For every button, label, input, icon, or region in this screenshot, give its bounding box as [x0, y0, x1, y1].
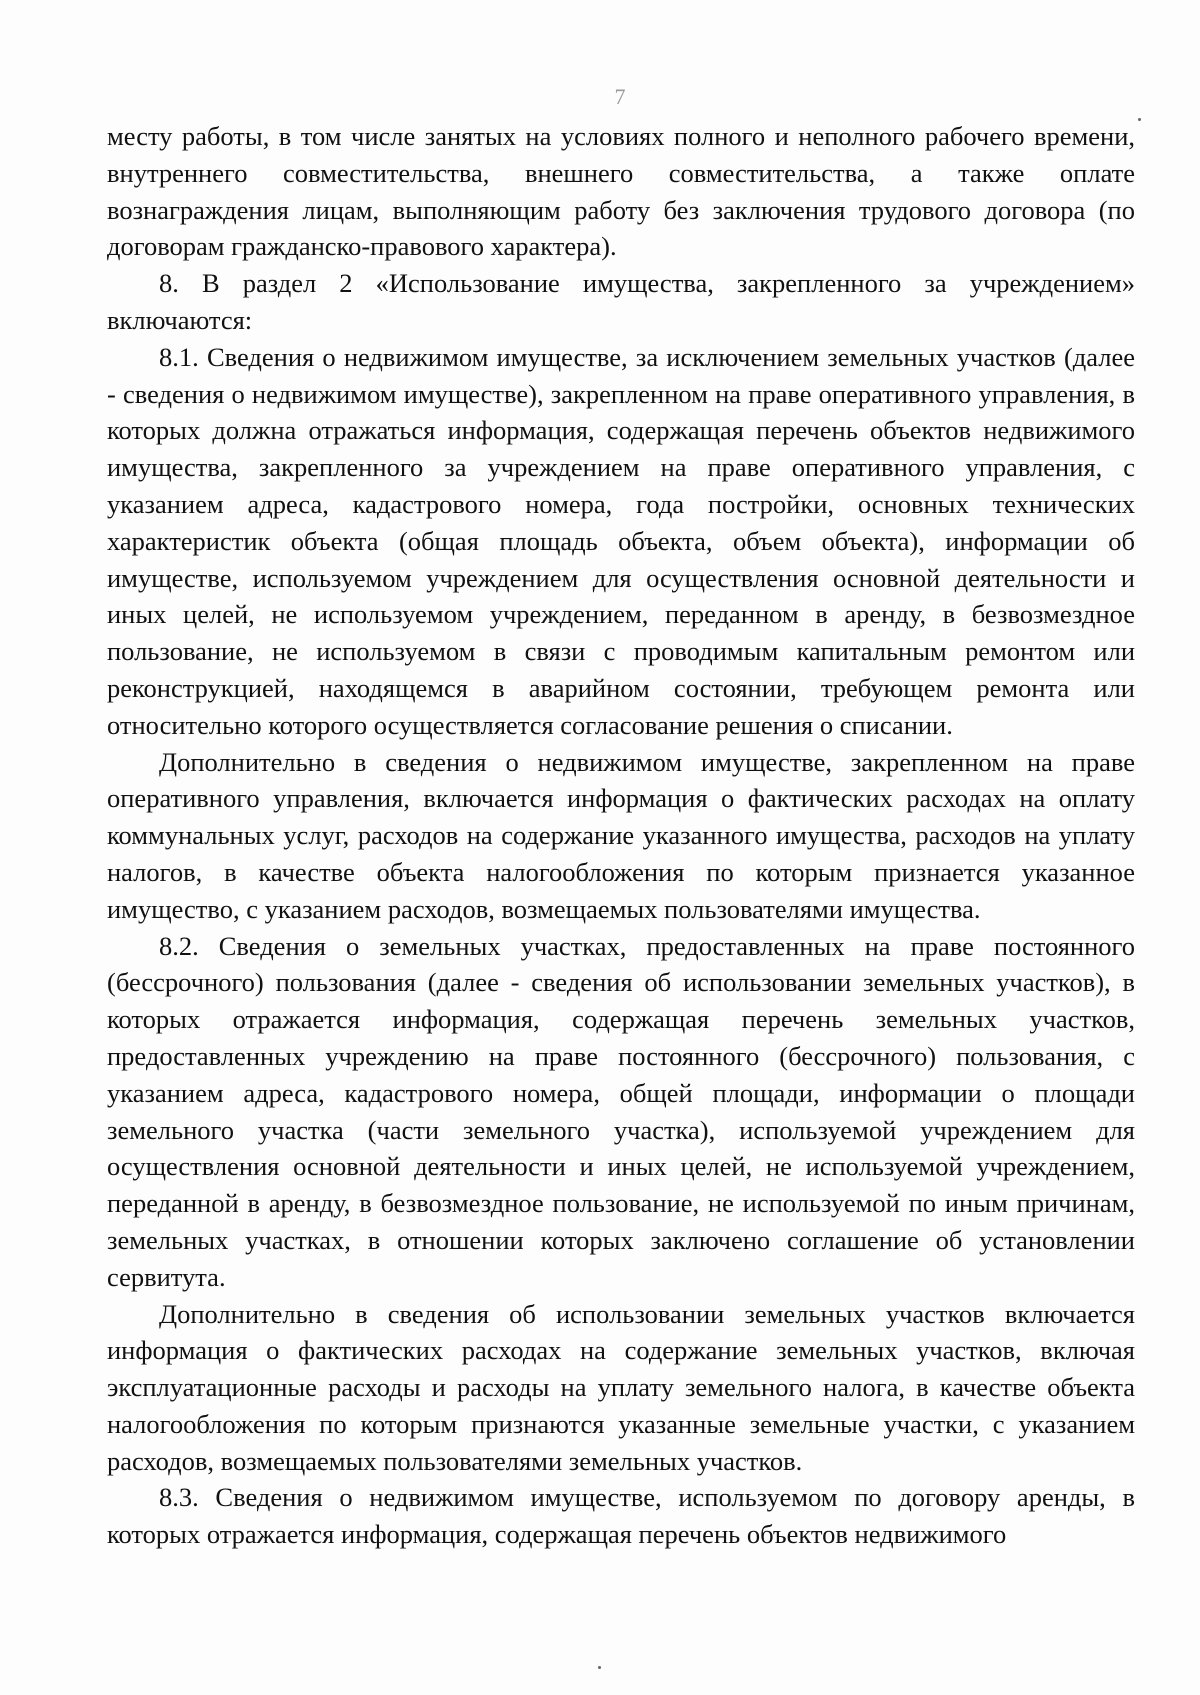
paragraph-8-2-additional: Дополнительно в сведения об использовании земельных участков включается информация о фактических расходах на содержание земельных участков, включая эксплуатационные расходы и расходы на уплату земельного налога, в качестве объекта налогообложения по которым признаются указанные земельные участки, с указанием расходов, возмещаемых пользователями земельных участков.	[107, 1298, 1135, 1476]
paragraph-8-2: 8.2. Сведения о земельных участках, предоставленных на праве постоянного (бессрочного) пользования (далее - сведения об использовании земельных участков), в которых отражается информация, содержащая перечень земельных участков, предоставленных учреждению на праве постоянного (бессрочного) пользования, с указанием адреса, кадастрового номера, общей площади, информации о площади земельного участка (части земельного участка), используемой учреждением для осуществления основной деятельности и иных целей, не используемой учреждением, переданной в аренду, в безвозмездное пользование, не используемой по иным причинам, земельных участках, в отношении которых заключено соглашение об установлении сервитута.	[107, 930, 1135, 1292]
paragraph-8-3: 8.3. Сведения о недвижимом имуществе, используемом по договору аренды, в которых отражается информация, содержащая перечень объектов недвижимого	[107, 1482, 1135, 1550]
page-number: 7	[614, 84, 626, 109]
paragraph-8-1: 8.1. Сведения о недвижимом имуществе, за исключением земельных участков (далее - сведения о недвижимом имуществе), закрепленном на праве оперативного управления, в которых должна отражаться информация, содержащая перечень объектов недвижимого имущества, закрепленного за учреждением на праве оперативного управления, с указанием адреса, кадастрового номера, года постройки, основных технических характеристик объекта (общая площадь объекта, объем объекта), информации об имуществе, используемом учреждением для осуществления основной деятельности и иных целей, не используемом учреждением, переданном в аренду, в безвозмездное пользование, не используемом в связи с проводимым капитальным ремонтом или реконструкцией, находящемся в аварийном состоянии, требующем ремонта или относительно которого осуществляется согласование решения о списании.	[107, 341, 1135, 740]
paragraph-continuation: месту работы, в том числе занятых на условиях полного и неполного рабочего времени, внутреннего совместительства, внешнего совместительства, а также оплате вознаграждения лицам, выполняющим работу без заключения трудового договора (по договорам гражданско-правового характера).	[107, 121, 1135, 262]
scan-speck	[598, 1666, 601, 1669]
body-text	[107, 118, 1135, 1553]
paragraph-section-8: 8. В раздел 2 «Использование имущества, закрепленного за учреждением» включаются:	[107, 268, 1135, 335]
scan-speck	[1138, 118, 1141, 121]
paragraph-8-1-additional: Дополнительно в сведения о недвижимом имуществе, закрепленном на праве оперативного управления, включается информация о фактических расходах на оплату коммунальных услуг, расходов на содержание указанного имущества, расходов на уплату налогов, в качестве объекта налогообложения по которым признается указанное имущество, с указанием расходов, возмещаемых пользователями имущества.	[107, 746, 1135, 924]
